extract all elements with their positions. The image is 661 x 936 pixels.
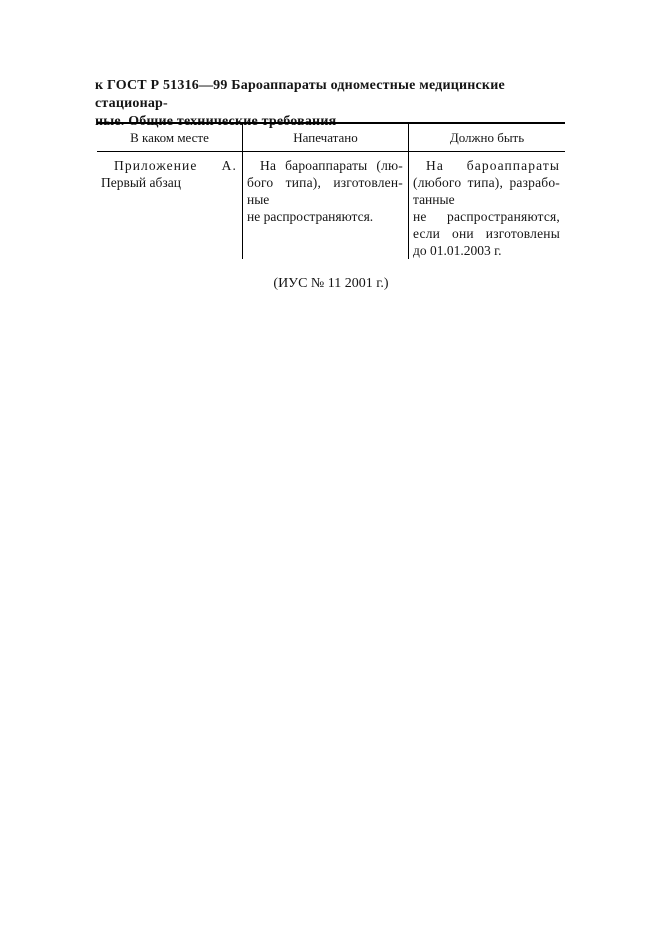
correction-table [97,122,565,259]
text-line: до 01.01.2003 г. [413,243,502,258]
text-line: не распространяются. [247,209,374,224]
document-title-line: к ГОСТ Р 51316—99 Бароаппараты одноместные медицинские стационар- [95,78,505,111]
text-line: танные [413,192,455,207]
text-line: На бароаппараты [426,158,560,173]
column-header-should-be: Должно быть [449,130,525,145]
cell-should-be [409,152,565,259]
text-line: Приложение А. [114,158,237,173]
table-header-row [97,124,565,152]
text-line: (любого типа), разрабо- [413,175,560,190]
document-title-line: ные. Общие технические требования [95,114,337,129]
column-header-location: В каком месте [130,130,209,145]
text-line: Первый абзац [101,175,181,190]
text-line: На бароаппараты (лю- [260,158,403,173]
text-line: бого типа), изготовлен- [247,175,403,190]
table-body-row [97,152,565,259]
cell-location [97,152,242,259]
text-line: если они изготовлены [413,226,560,241]
text-line: ные [247,192,270,207]
text-line: не распространяются, [413,209,560,224]
cell-printed [242,152,409,259]
source-note: (ИУС № 11 2001 г.) [273,276,389,291]
column-header-printed: Напечатано [242,124,409,151]
